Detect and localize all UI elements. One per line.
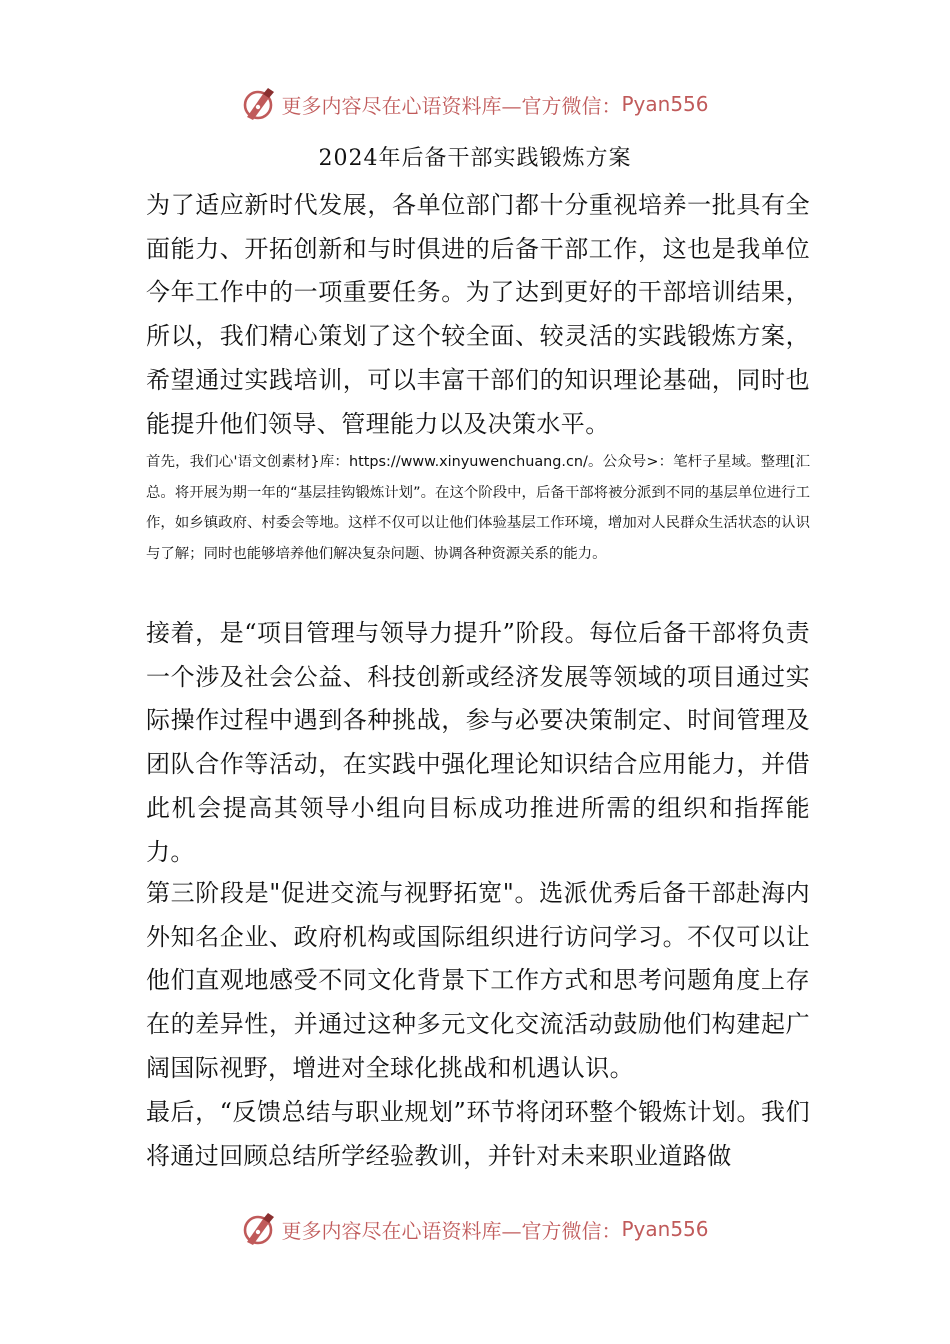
paragraph-final-stage: 最后，“反馈总结与职业规划”环节将闭环整个锻炼计划。我们将通过回顾总结所学经验教训，并针对未来职业道路做 (146, 1098, 810, 1170)
paragraph-stage-two: 接着，是“项目管理与领导力提升”阶段。每位后备干部将负责一个涉及社会公益、科技创新或经济发展等领域的项目通过实际操作过程中遇到各种挑战，参与必要决策制定、时间管理及团队合作等活动，在实践中强化理论知识结合应用能力，并借此机会提高其领导小组向目标成功推进所需的组织和指挥能力。 (146, 619, 810, 866)
header-banner (0, 82, 950, 126)
pen-nib-logo-icon (241, 86, 277, 122)
banner-text: 更多内容尽在心语资料库—官方微信： (281, 1218, 622, 1243)
pen-nib-logo-icon (241, 1211, 277, 1247)
paragraph-stage-three: 第三阶段是"促进交流与视野拓宽"。选派优秀后备干部赴海内外知名企业、政府机构或国际组织进行访问学习。不仅可以让他们直观地感受不同文化背景下工作方式和思考问题角度上存在的差异性，并通过这种多元文化交流活动鼓励他们构建起广阔国际视野，增进对全球化挑战和机遇认识。 (146, 879, 810, 1082)
paragraph-intro: 为了适应新时代发展，各单位部门都十分重视培养一批具有全面能力、开拓创新和与时俱进的后备干部工作，这也是我单位今年工作中的一项重要任务。为了达到更好的干部培训结果，所以，我们精心策划了这个较全面、较灵活的实践锻炼方案，希望通过实践培训，可以丰富干部们的知识理论基础，同时也能提升他们领导、管理能力以及决策水平。 (146, 191, 810, 438)
banner-text: 更多内容尽在心语资料库—官方微信： (281, 93, 622, 118)
paragraph-stage-one: 首先，我们心'语文创素材}库：https://www.xinyuwenchuang.cn/。公众号>：笔杆子星域。整理[汇总。将开展为期一年的“基层挂钩锻炼计划”。在这个阶段中，后备干部将被分派到不同的基层单位进行工作，如乡镇政府、村委会等地。这样不仅可以让他们体验基层工作环境，增加对人民群众生活状态的认识与了解；同时也能够培养他们解决复杂问题、协调各种资源关系的能力。 (146, 454, 810, 562)
document-title: 2024年后备干部实践锻炼方案 (318, 146, 632, 171)
wechat-id: Pyan556 (621, 92, 709, 116)
wechat-id: Pyan556 (621, 1217, 709, 1241)
footer-banner (0, 1207, 950, 1251)
